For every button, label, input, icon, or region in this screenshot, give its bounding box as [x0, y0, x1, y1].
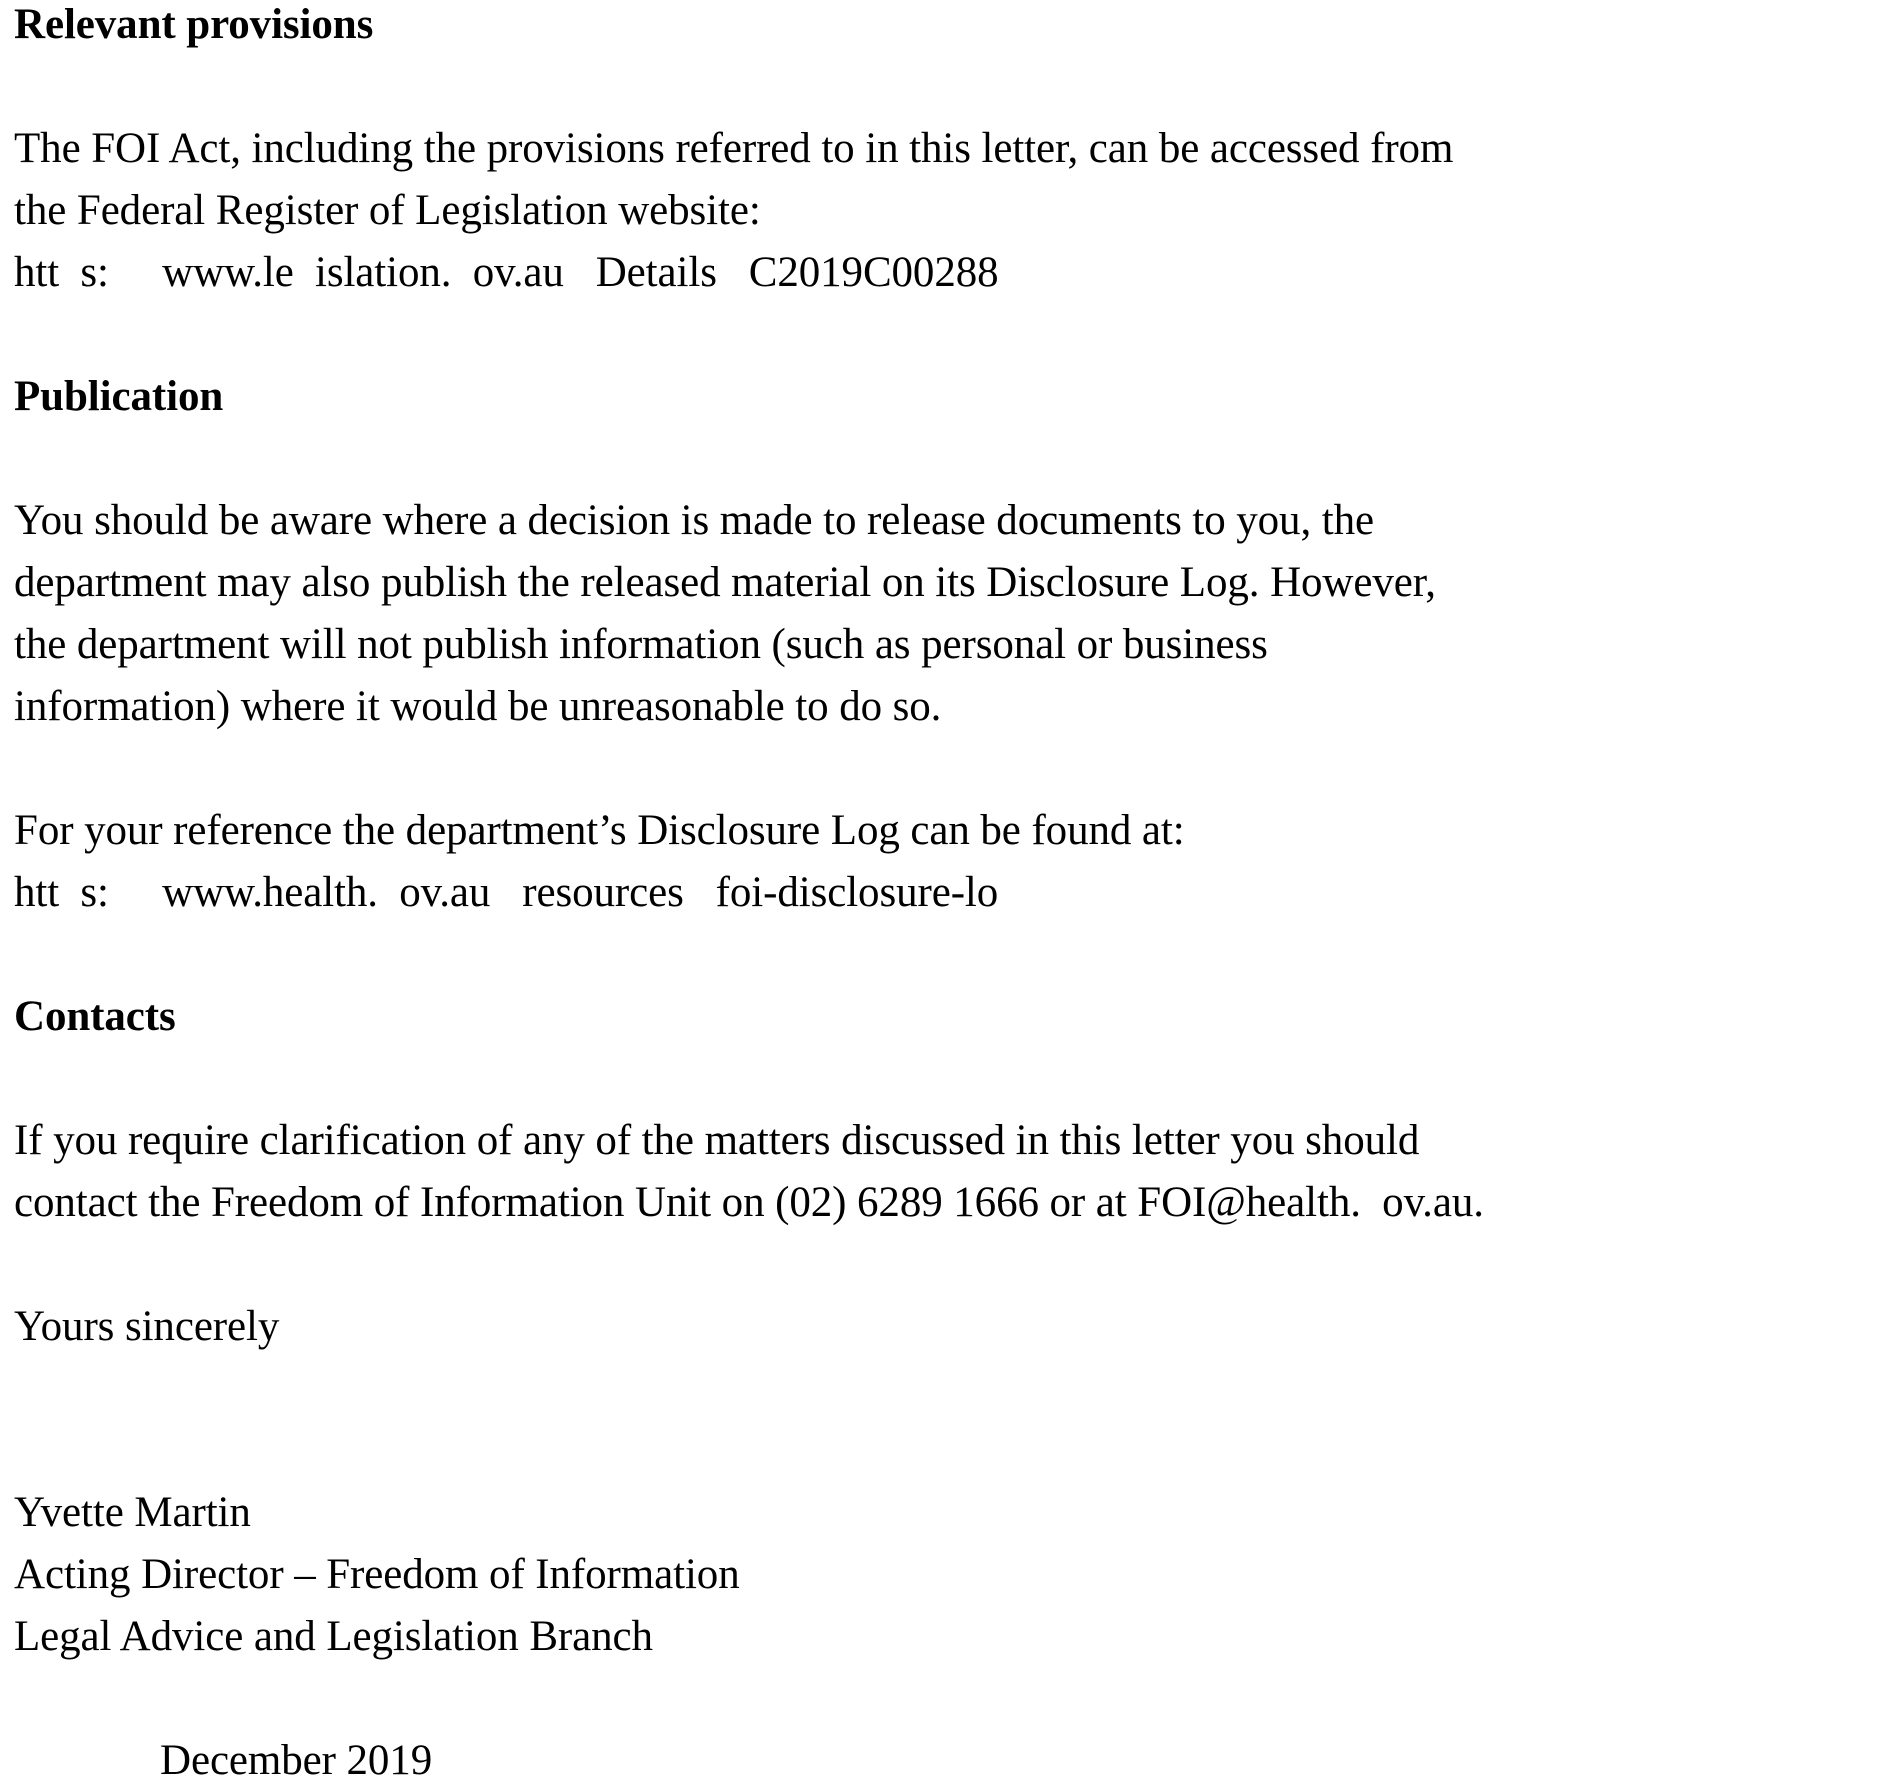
- paragraph-line: For your reference the department’s Disclosure Log can be found at:: [14, 807, 1185, 854]
- contacts-heading: Contacts: [14, 993, 176, 1040]
- contact-details-line: contact the Freedom of Information Unit on (02) 6289 1666 or at FOI@health. ov.au.: [14, 1179, 1484, 1226]
- letter-body: [14, 0, 1874, 1792]
- spacer: [14, 428, 1874, 490]
- paragraph-line: the department will not publish information (such as personal or business: [14, 621, 1268, 668]
- spacer: [14, 738, 1874, 800]
- paragraph-line: the Federal Register of Legislation website:: [14, 187, 761, 234]
- paragraph-line: The FOI Act, including the provisions referred to in this letter, can be accessed from: [14, 125, 1454, 172]
- contacts-paragraph: [14, 1110, 1874, 1234]
- relevant-provisions-paragraph: [14, 118, 1874, 304]
- signature-space: [14, 1358, 1874, 1482]
- paragraph-line: department may also publish the released material on its Disclosure Log. However,: [14, 559, 1436, 606]
- publication-paragraph: [14, 490, 1874, 738]
- spacer: [14, 56, 1874, 118]
- contacts-section: [14, 986, 1874, 1234]
- disclosure-log-url: htt s: www.health. ov.au resources foi-disclosure-lo: [14, 869, 999, 916]
- salutation: Yours sincerely: [14, 1303, 280, 1350]
- paragraph-line: If you require clarification of any of the matters discussed in this letter you should: [14, 1117, 1420, 1164]
- legislation-url: htt s: www.le islation. ov.au Details C2019C00288: [14, 249, 999, 296]
- signatory-name: Yvette Martin: [14, 1489, 251, 1536]
- signatory-title: Acting Director – Freedom of Information: [14, 1551, 740, 1598]
- relevant-provisions-section: [14, 0, 1874, 304]
- spacer: [14, 304, 1874, 366]
- paragraph-line: You should be aware where a decision is made to release documents to you, the: [14, 497, 1374, 544]
- disclosure-log-paragraph: [14, 800, 1874, 924]
- letter-date: December 2019: [160, 1737, 433, 1784]
- closing-section: [14, 1296, 1874, 1792]
- spacer: [14, 924, 1874, 986]
- signatory-branch: Legal Advice and Legislation Branch: [14, 1613, 653, 1660]
- relevant-provisions-heading: Relevant provisions: [14, 1, 374, 48]
- spacer: [14, 1234, 1874, 1296]
- paragraph-line: information) where it would be unreasonable to do so.: [14, 683, 942, 730]
- spacer: [14, 1048, 1874, 1110]
- publication-section: [14, 366, 1874, 924]
- publication-heading: Publication: [14, 373, 224, 420]
- spacer: [14, 1668, 1874, 1730]
